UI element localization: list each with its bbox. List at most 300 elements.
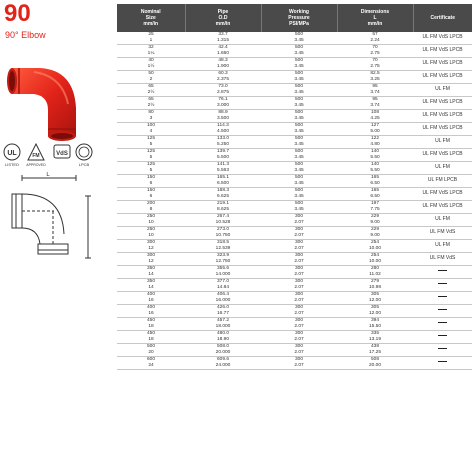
od-cell [185, 58, 261, 71]
header-pressure-line2: Pressure [288, 15, 310, 21]
pressure-cell-primary: 500 [294, 188, 303, 194]
no-certificate-dash [438, 270, 447, 271]
size-cell-secondary: 1¼ [147, 51, 155, 56]
od-cell-primary: 318.5 [216, 240, 229, 246]
length-cell [337, 123, 413, 136]
od-cell [185, 201, 261, 214]
size-cell-primary: 100 [146, 123, 155, 129]
length-cell-secondary: 10.00 [368, 246, 381, 251]
pressure-cell-secondary: 3.45 [294, 207, 304, 212]
length-cell-secondary: 7.75 [370, 207, 380, 212]
od-cell-secondary: 12.539 [215, 246, 231, 251]
certificate-cell [413, 331, 472, 344]
svg-text:UL: UL [7, 150, 17, 157]
length-cell [337, 279, 413, 292]
pressure-cell [261, 71, 337, 84]
pressure-cell-primary: 500 [294, 162, 303, 168]
od-cell-primary: 355.6 [216, 266, 229, 272]
certificate-text: UL FM VdS [429, 229, 456, 236]
certificate-cell [413, 45, 472, 58]
length-cell-secondary: 5.50 [370, 155, 380, 160]
length-cell-primary: 140 [370, 162, 379, 168]
size-cell [117, 110, 185, 123]
pressure-cell-primary: 500 [294, 84, 303, 90]
size-cell [117, 136, 185, 149]
size-cell-secondary: 4 [149, 129, 153, 134]
header-nominal-line1: Nominal [140, 9, 161, 15]
size-cell-secondary: 1½ [147, 64, 155, 69]
length-cell-primary: 280 [370, 266, 379, 272]
table-row [117, 214, 472, 227]
pressure-cell-primary: 300 [294, 227, 303, 233]
od-cell-secondary: 4.500 [216, 129, 229, 134]
length-cell-secondary: 10.00 [368, 259, 381, 264]
length-cell-secondary: 5.50 [370, 168, 380, 173]
size-cell-secondary: 14 [148, 272, 154, 277]
pressure-cell-primary: 500 [294, 175, 303, 181]
fm-approved-logo [26, 144, 46, 167]
size-cell-secondary: 2 [149, 77, 153, 82]
od-cell-primary: 88.9 [218, 110, 228, 116]
od-cell-primary: 76.1 [218, 97, 228, 103]
od-cell-primary: 42.4 [218, 45, 228, 51]
certificate-cell [413, 214, 472, 227]
pressure-cell-primary: 500 [294, 110, 303, 116]
od-cell-primary: 114.3 [217, 123, 229, 129]
od-cell-secondary: 1.900 [216, 64, 229, 69]
od-cell-primary: 168.3 [216, 188, 229, 194]
length-cell [337, 97, 413, 110]
elbow-dimension-drawing [4, 172, 94, 266]
certificate-text: UL FM [435, 164, 450, 171]
table-row [117, 136, 472, 149]
length-cell-secondary: 12.00 [368, 311, 381, 316]
pressure-cell-primary: 500 [294, 71, 303, 77]
table-row [117, 357, 472, 370]
size-cell-secondary: 12 [148, 246, 154, 251]
od-cell-secondary: 12.750 [215, 259, 231, 264]
size-cell [117, 318, 185, 331]
size-cell [117, 123, 185, 136]
length-cell [337, 305, 413, 318]
od-cell-secondary: 14.84 [216, 285, 229, 290]
size-cell-secondary: 5 [149, 168, 153, 173]
od-cell [185, 188, 261, 201]
od-cell-primary: 406.4 [216, 292, 229, 298]
length-cell [337, 331, 413, 344]
certificate-cell [413, 266, 472, 279]
size-cell-primary: 400 [146, 305, 155, 311]
size-cell [117, 344, 185, 357]
size-cell-primary: 250 [146, 227, 155, 233]
length-cell [337, 71, 413, 84]
size-cell-secondary: 14 [148, 285, 154, 290]
no-certificate-dash [438, 309, 447, 310]
od-cell-secondary: 6.500 [216, 181, 229, 186]
od-cell [185, 227, 261, 240]
pressure-cell-secondary: 2.07 [294, 220, 304, 225]
no-certificate-dash [438, 296, 447, 297]
header-nominal-line2: Size [145, 15, 156, 21]
size-cell [117, 84, 185, 97]
header-certificate-label: Certificate [430, 15, 455, 21]
product-subtitle: 90° Elbow [5, 30, 46, 40]
length-cell-primary: 57 [372, 32, 378, 38]
svg-text:LISTED: LISTED [4, 162, 20, 167]
length-cell [337, 45, 413, 58]
certificate-text: UL FM VdS LPCB [422, 34, 463, 41]
certificate-text: UL FM [435, 216, 450, 223]
pressure-cell [261, 305, 337, 318]
certificate-text: UL FM VdS LPCB [422, 203, 463, 210]
header-certificate [413, 4, 472, 32]
svg-text:LPCB: LPCB [78, 162, 90, 167]
dimension-label-top: L [46, 172, 50, 178]
length-cell [337, 32, 413, 45]
size-cell-secondary: 24 [148, 363, 154, 368]
header-dimensions-line2: L [373, 15, 377, 21]
pressure-cell [261, 188, 337, 201]
no-certificate-dash [438, 283, 447, 284]
certificate-cell [413, 71, 472, 84]
length-cell-secondary: 4.80 [370, 142, 380, 147]
certificate-cell [413, 227, 472, 240]
size-cell [117, 214, 185, 227]
pressure-cell [261, 123, 337, 136]
size-cell [117, 188, 185, 201]
pressure-cell-secondary: 3.45 [294, 181, 304, 186]
length-cell-primary: 438 [370, 344, 379, 350]
pressure-cell-secondary: 3.45 [294, 142, 304, 147]
size-cell [117, 305, 185, 318]
table-row [117, 253, 472, 266]
length-cell-primary: 229 [370, 214, 379, 220]
length-cell-primary: 70 [372, 45, 378, 51]
pressure-cell-secondary: 2.07 [294, 350, 304, 355]
length-cell-primary: 95 [372, 84, 378, 90]
length-cell-primary: 70 [372, 58, 378, 64]
size-cell-secondary: 18 [148, 324, 154, 329]
certificate-cell [413, 318, 472, 331]
length-cell-secondary: 2.75 [370, 64, 380, 69]
table-row [117, 58, 472, 71]
pressure-cell-secondary: 2.07 [294, 246, 304, 251]
table-header-row [117, 4, 472, 32]
length-cell-primary: 305 [370, 305, 379, 311]
pressure-cell-primary: 500 [294, 97, 303, 103]
length-cell [337, 162, 413, 175]
pressure-cell-primary: 300 [294, 292, 303, 298]
table-row [117, 45, 472, 58]
od-cell-secondary: 6.625 [216, 194, 229, 199]
size-cell [117, 45, 185, 58]
length-cell-secondary: 9.00 [370, 220, 380, 225]
certificate-text: UL FM VdS LPCB [422, 73, 463, 80]
table-row [117, 188, 472, 201]
od-cell [185, 136, 261, 149]
length-cell-primary: 229 [370, 227, 379, 233]
od-cell-secondary: 18.000 [215, 324, 231, 329]
size-cell-secondary: 5 [149, 142, 153, 147]
pressure-cell-secondary: 3.45 [294, 129, 304, 134]
size-cell-secondary: 12 [148, 259, 154, 264]
pressure-cell-primary: 500 [294, 32, 303, 38]
pressure-cell [261, 357, 337, 370]
certificate-cell [413, 123, 472, 136]
table-row [117, 84, 472, 97]
product-elbow-image [4, 64, 82, 144]
od-cell-secondary: 1.660 [216, 51, 229, 56]
length-cell [337, 344, 413, 357]
length-cell [337, 149, 413, 162]
od-cell [185, 97, 261, 110]
pressure-cell [261, 240, 337, 253]
pressure-cell-secondary: 3.45 [294, 90, 304, 95]
pressure-cell [261, 84, 337, 97]
od-cell [185, 175, 261, 188]
certificate-cell [413, 201, 472, 214]
od-cell-primary: 48.3 [218, 58, 228, 64]
table-row [117, 227, 472, 240]
od-cell [185, 266, 261, 279]
pressure-cell-primary: 300 [294, 266, 303, 272]
header-dimensions [337, 4, 413, 32]
page-title: 90 [4, 0, 31, 27]
size-cell-secondary: 2½ [147, 103, 155, 108]
size-cell-secondary: 6 [149, 194, 153, 199]
length-cell [337, 253, 413, 266]
od-cell-secondary: 8.625 [216, 207, 229, 212]
size-cell-primary: 350 [146, 266, 155, 272]
pressure-cell-secondary: 3.45 [294, 38, 304, 43]
od-cell-primary: 33.7 [218, 32, 228, 38]
od-cell-primary: 273.0 [216, 227, 229, 233]
size-cell-primary: 32 [148, 45, 154, 51]
od-cell [185, 123, 261, 136]
od-cell [185, 253, 261, 266]
od-cell-secondary: 3.500 [216, 116, 229, 121]
length-cell-primary: 82.5 [370, 71, 380, 77]
header-nominal-size [117, 4, 185, 32]
od-cell [185, 162, 261, 175]
pressure-cell-primary: 500 [294, 136, 303, 142]
size-cell [117, 227, 185, 240]
size-cell-primary: 500 [146, 344, 155, 350]
size-cell-primary: 450 [146, 331, 155, 337]
size-cell [117, 201, 185, 214]
pressure-cell [261, 45, 337, 58]
certificate-text: UL FM VdS LPCB [422, 99, 463, 106]
length-cell-secondary: 17.25 [368, 350, 381, 355]
length-cell [337, 58, 413, 71]
size-cell-primary: 150 [146, 188, 155, 194]
od-cell [185, 305, 261, 318]
pressure-cell-secondary: 3.45 [294, 51, 304, 56]
table-row [117, 331, 472, 344]
length-cell-secondary: 2.24 [370, 38, 380, 43]
pressure-cell [261, 136, 337, 149]
pressure-cell-secondary: 3.45 [294, 103, 304, 108]
table-body [117, 32, 472, 370]
length-cell-primary: 254 [370, 240, 379, 246]
size-cell [117, 97, 185, 110]
table-row [117, 240, 472, 253]
pressure-cell [261, 344, 337, 357]
ul-listed-logo [4, 144, 20, 167]
pressure-cell-secondary: 2.07 [294, 337, 304, 342]
certificate-cell [413, 357, 472, 370]
length-cell-secondary: 3.74 [370, 103, 380, 108]
length-cell [337, 227, 413, 240]
pressure-cell-primary: 300 [294, 240, 303, 246]
certificate-text: UL FM [435, 242, 450, 249]
length-cell-secondary: 12.00 [368, 298, 381, 303]
header-pressure-line1: Working [289, 9, 309, 15]
od-cell-primary: 609.6 [216, 357, 229, 363]
certificate-cell [413, 279, 472, 292]
od-cell-secondary: 16.77 [216, 311, 229, 316]
size-cell [117, 279, 185, 292]
pressure-cell [261, 227, 337, 240]
pressure-cell [261, 253, 337, 266]
no-certificate-dash [438, 322, 447, 323]
size-cell [117, 292, 185, 305]
od-cell [185, 279, 261, 292]
od-cell-primary: 267.4 [216, 214, 229, 220]
table-row [117, 279, 472, 292]
size-cell-primary: 150 [146, 175, 155, 181]
length-cell [337, 318, 413, 331]
certificate-cell [413, 97, 472, 110]
od-cell-primary: 60.3 [218, 71, 228, 77]
pressure-cell-primary: 300 [294, 318, 303, 324]
size-cell-primary: 400 [146, 292, 155, 298]
pressure-cell-primary: 300 [294, 214, 303, 220]
size-cell-secondary: 3 [149, 116, 153, 121]
od-cell-primary: 139.7 [216, 149, 229, 155]
size-cell [117, 175, 185, 188]
length-cell [337, 357, 413, 370]
length-cell-primary: 95 [372, 97, 378, 103]
certificate-text: UL FM [435, 86, 450, 93]
size-cell-primary: 40 [148, 58, 154, 64]
length-cell-primary: 122 [370, 136, 379, 142]
certificate-cell [413, 84, 472, 97]
pressure-cell-primary: 500 [294, 45, 303, 51]
size-cell-secondary: 18 [148, 337, 154, 342]
size-cell-secondary: 1 [149, 38, 153, 43]
certificate-cell [413, 253, 472, 266]
length-cell-primary: 165 [370, 175, 379, 181]
od-cell [185, 214, 261, 227]
table-row [117, 162, 472, 175]
od-cell [185, 240, 261, 253]
size-cell [117, 162, 185, 175]
length-cell-secondary: 15.50 [368, 324, 381, 329]
od-cell-primary: 508.0 [216, 344, 229, 350]
length-cell-secondary: 10.98 [368, 285, 381, 290]
length-cell-secondary: 2.75 [370, 51, 380, 56]
size-cell-secondary: 16 [148, 311, 154, 316]
pressure-cell-secondary: 2.07 [294, 272, 304, 277]
od-cell [185, 292, 261, 305]
header-pipe-line1: Pipe [217, 9, 229, 15]
length-cell-primary: 279 [370, 279, 379, 285]
size-cell [117, 240, 185, 253]
certificate-text: UL FM VdS LPCB [422, 112, 463, 119]
length-cell [337, 84, 413, 97]
length-cell [337, 240, 413, 253]
pressure-cell [261, 97, 337, 110]
pressure-cell [261, 266, 337, 279]
length-cell-primary: 165 [370, 188, 379, 194]
table-row [117, 110, 472, 123]
length-cell [337, 201, 413, 214]
pressure-cell-secondary: 2.07 [294, 298, 304, 303]
length-cell [337, 110, 413, 123]
od-cell [185, 84, 261, 97]
table-row [117, 266, 472, 279]
length-cell [337, 175, 413, 188]
size-cell-secondary: 2½ [147, 90, 155, 95]
od-cell-primary: 219.1 [216, 201, 229, 207]
pressure-cell-secondary: 2.07 [294, 324, 304, 329]
pressure-cell-secondary: 3.45 [294, 194, 304, 199]
size-cell [117, 357, 185, 370]
size-cell-secondary: 10 [148, 220, 154, 225]
size-cell [117, 32, 185, 45]
header-pressure-line3: PSI/MPa [289, 21, 309, 27]
table-row [117, 149, 472, 162]
length-cell-secondary: 4.25 [370, 116, 380, 121]
od-cell-secondary: 5.563 [216, 168, 229, 173]
od-cell-secondary: 14.000 [215, 272, 231, 277]
od-cell-secondary: 16.000 [215, 298, 231, 303]
specification-table [117, 4, 472, 370]
od-cell-secondary: 5.250 [216, 142, 229, 147]
header-pipe-line3: mm/in [215, 21, 231, 27]
size-cell-primary: 600 [146, 357, 155, 363]
certificate-text: UL FM LPCB [427, 177, 458, 184]
size-cell-secondary: 8 [149, 207, 153, 212]
length-cell [337, 292, 413, 305]
size-cell-primary: 25 [148, 32, 154, 38]
certificate-cell [413, 110, 472, 123]
od-cell [185, 71, 261, 84]
length-cell-secondary: 9.00 [370, 233, 380, 238]
od-cell-secondary: 18.90 [216, 337, 229, 342]
certificate-cell [413, 149, 472, 162]
pressure-cell-secondary: 3.45 [294, 77, 304, 82]
header-working-pressure [261, 4, 337, 32]
table-row [117, 71, 472, 84]
od-cell-secondary: 24.000 [215, 363, 231, 368]
certificate-text: UL FM VdS LPCB [422, 125, 463, 132]
header-pipe-line2: O.D [218, 15, 228, 21]
certificate-cell [413, 188, 472, 201]
length-cell-secondary: 20.00 [368, 363, 381, 368]
svg-text:FM: FM [32, 153, 40, 159]
size-cell-primary: 200 [146, 201, 155, 207]
no-certificate-dash [438, 361, 447, 362]
length-cell-primary: 108 [370, 110, 379, 116]
size-cell-primary: 50 [148, 71, 154, 77]
pressure-cell [261, 279, 337, 292]
size-cell-primary: 80 [148, 110, 154, 116]
pressure-cell-secondary: 2.07 [294, 285, 304, 290]
size-cell-primary: 125 [146, 149, 155, 155]
header-dimensions-line3: mm/in [367, 21, 383, 27]
